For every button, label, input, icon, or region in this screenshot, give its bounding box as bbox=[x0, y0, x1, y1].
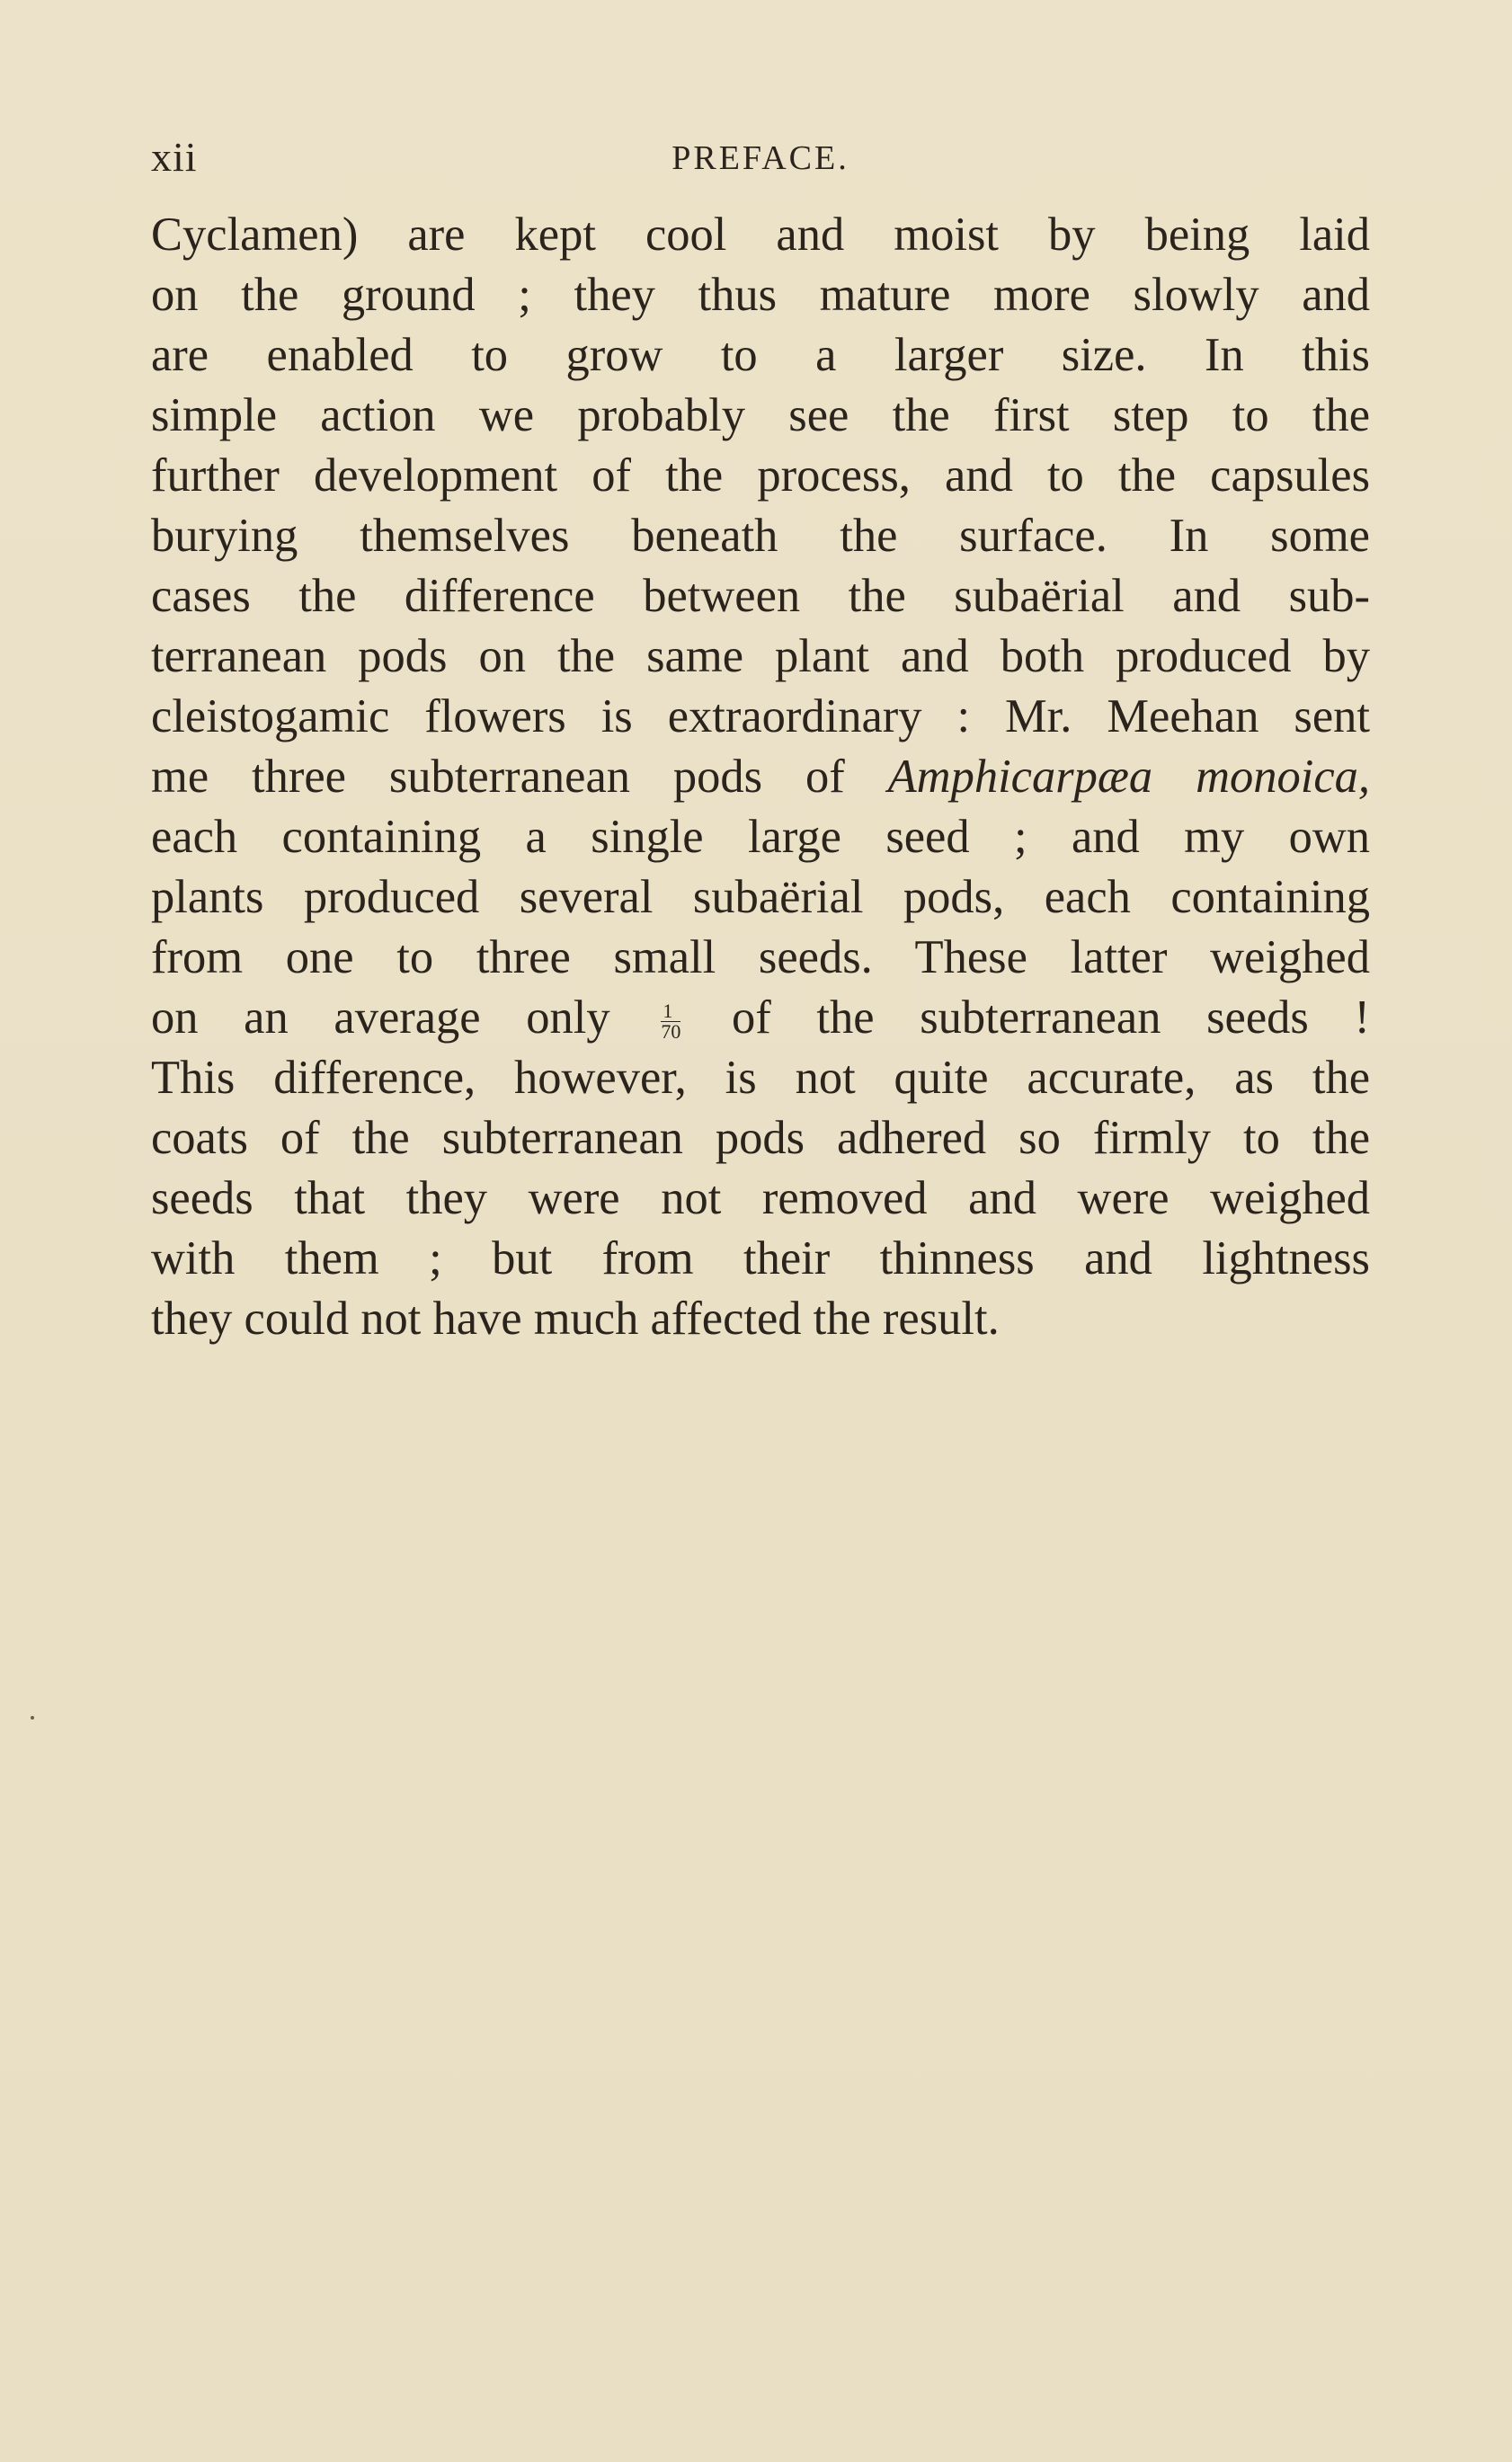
text-line: they could not have much affected the result. bbox=[151, 1293, 1000, 1345]
text-line bbox=[151, 747, 1370, 807]
text-line: each containing a single large seed ; and my own bbox=[151, 811, 1370, 863]
page-header bbox=[151, 133, 1370, 182]
text-line: cases the difference between the subaërial and sub- bbox=[151, 570, 1370, 622]
fraction-numerator: 1 bbox=[661, 1001, 680, 1022]
fraction bbox=[661, 1001, 680, 1042]
text-line: are enabled to grow to a larger size. In this bbox=[151, 329, 1370, 381]
running-head: PREFACE. bbox=[672, 139, 849, 177]
fraction-denominator: 70 bbox=[661, 1020, 681, 1044]
text-line: simple action we probably see the first step to the bbox=[151, 389, 1370, 441]
text-line: on the ground ; they thus mature more slowly and bbox=[151, 269, 1370, 321]
text-line: cleistogamic flowers is extraordinary : Mr. Meehan sent bbox=[151, 690, 1370, 742]
page-number: xii bbox=[151, 134, 198, 180]
species-name: Amphicarpæa monoica, bbox=[887, 751, 1370, 803]
text-line: burying themselves beneath the surface. In some bbox=[151, 510, 1370, 562]
text-line: further development of the process, and to the capsules bbox=[151, 449, 1370, 502]
text-line bbox=[151, 988, 1370, 1048]
line-text: me three subterranean pods of bbox=[151, 751, 845, 803]
text-line: Cyclamen) are kept cool and moist by being laid bbox=[151, 209, 1370, 261]
line-text: on an average only bbox=[151, 991, 610, 1044]
text-line: This difference, however, is not quite accurate, as the bbox=[151, 1052, 1370, 1104]
body-text bbox=[151, 205, 1370, 1349]
text-line: plants produced several subaërial pods, each containing bbox=[151, 871, 1370, 923]
paper-speck bbox=[31, 1716, 34, 1720]
text-line: from one to three small seeds. These latter weighed bbox=[151, 931, 1370, 983]
text-line: with them ; but from their thinness and lightness bbox=[151, 1232, 1370, 1284]
text-line: coats of the subterranean pods adhered so firmly to the bbox=[151, 1112, 1370, 1164]
text-line: seeds that they were not removed and were weighed bbox=[151, 1172, 1370, 1224]
text-line: terranean pods on the same plant and both produced by bbox=[151, 630, 1370, 682]
line-text: of the subterranean seeds ! bbox=[732, 991, 1371, 1044]
